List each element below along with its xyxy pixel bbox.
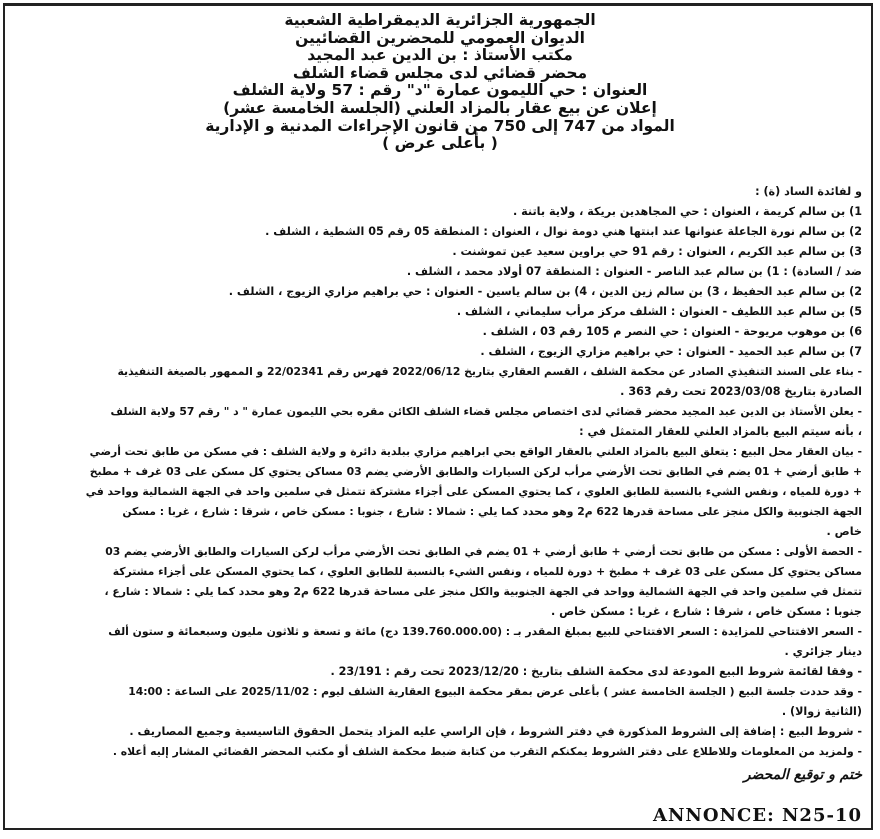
hearing-date-line: - وقد حددت جلسة البيع ( الجلسة الخامسة عشر ) بأعلى عرض بمقر محكمة البيوع العقارية الشلف ليوم : 2025/11/02 على الساعة : 14:00 xyxy=(128,685,862,698)
defendants-2-4: 2) بن سالم عبد الحفيظ ، 3) بن سالم زين الدين ، 4) بن سالم ياسين - العنوان : حي براهيم مزاري الزيوج ، الشلف . xyxy=(228,285,862,298)
property-description-line: - بيان العقار محل البيع : يتعلق البيع بالمزاد العلني بالعقار الواقع بحي ابراهيم مزاري ببلدية دائرة و ولاية الشلف : في مسكن من طابق تحت أرضي xyxy=(89,445,862,458)
property-description-line: الجهة الجنوبية والكل منجز على مساحة قدرها 622 م2 وهو محدد كما يلي : شمالا : شارع ، جنوبا : مسكن خاص ، شرقا : شارع ، غربا : مسكن xyxy=(122,505,862,518)
header-address: العنوان : حي الليمون عمارة "د" رقم : 57 ولاية الشلف xyxy=(232,81,648,100)
header-bailiff-name: مكتب الأستاذ : بن الدين عبد المجيد xyxy=(307,46,573,65)
property-description-line: + طابق أرضي + 01 يضم في الطابق تحت الأرضي مرأب لركن السيارات والطابق الأرضي يضم 03 مساكن يحتوي كل مسكن على 03 غرف + مطبخ xyxy=(89,465,862,478)
defendant-5: 5) بن سالم عبد اللطيف - العنوان : الشلف مركز مرأب سليماني ، الشلف . xyxy=(456,305,862,318)
notice-body xyxy=(6,182,864,762)
signature-caption: ختم و توقيع المحضر xyxy=(743,767,862,783)
more-info-line: - ولمزيد من المعلومات وللاطلاع على دفتر الشروط يمكنكم التقرب من كتابة ضبط محكمة الشلف أو مكتب المحضر القضائي المشار إليه أعلاه . xyxy=(112,745,862,758)
defendant-1: ضد / السادة) : 1) بن سالم عبد الناصر - العنوان : المنطقة 07 أولاد محمد ، الشلف . xyxy=(406,265,862,278)
notice-header xyxy=(0,12,880,153)
first-lot-line: تتمثل في سلمين واحد في الجهة الشمالية وواحد في الجهة الجنوبية والكل منجز على مساحة قدرها 622 م2 وهو محدد كما يلي : شمالا : شارع ، xyxy=(104,585,862,598)
first-lot-line: مساكن يحتوي كل مسكن على 03 غرف + مطبخ + دورة للمياه ، ونفس الشيء بالنسبة للطابق العلوي ، كما يحتوي المسكن على أجزاء مشتركة xyxy=(112,565,862,578)
enforcement-date-line: الصادرة بتاريخ 2023/03/08 تحت رقم 363 . xyxy=(620,385,862,398)
header-articles: المواد من 747 إلى 750 من قانون الإجراءات المدنية و الإدارية xyxy=(205,116,675,135)
header-court: محضر قضائي لدى مجلس قضاء الشلف xyxy=(292,63,588,82)
hearing-time-line: (الثانية زوالا) . xyxy=(781,705,862,718)
first-lot-line: - الحصة الأولى : مسكن من طابق تحت أرضي + طابق أرضي + 01 يضم في الطابق تحت الأرضي مرأب لركن السيارات والطابق الأرضي يضم 03 xyxy=(105,545,862,558)
first-lot-line: جنوبا : مسكن خاص ، شرقا : شارع ، غربا : مسكن خاص . xyxy=(550,605,862,618)
defendant-6: 6) بن موهوب مريوحة - العنوان : حي النصر م 105 رقم 03 ، الشلف . xyxy=(482,325,862,338)
sale-conditions-line: - شروط البيع : إضافة إلى الشروط المذكورة في دفتر الشروط ، فإن الراسي عليه المزاد يتحمل الحقوق التاسيسية وجميع المصاريف . xyxy=(129,725,862,738)
conditions-list-line: - وفقا لقائمة شروط البيع المودعة لدى محكمة الشلف بتاريخ : 2023/12/20 تحت رقم : 23/191 . xyxy=(330,665,862,678)
beneficiary-2: 2) بن سالم نورة الجاعلة عنوانها عند ابنتها هني دومة نوال ، العنوان : المنطقة 05 رقم 05 الشطية ، الشلف . xyxy=(265,225,862,238)
enforcement-title-line: - بناء على السند التنفيذي الصادر عن محكمة الشلف ، القسم العقاري بتاريخ 2022/06/12 فهرس رقم 22/02341 و الممهور بالصيغة التنفيذية xyxy=(117,365,862,378)
opening-price-line: - السعر الافتتاحي للمزايدة : السعر الافتتاحي للبيع بمبلغ المقدر بـ : (139.760.000.00 دج) مائة و تسعة و ثلاثون مليون وسبعمائة و ستون ألف xyxy=(108,625,862,638)
announcement-line-cont: ، بأنه سيتم البيع بالمزاد العلني للعقار المتمثل في : xyxy=(579,425,862,438)
announcement-line: - يعلن الأستاذ بن الدين عبد المجيد محضر قضائي لدى اختصاص مجلس قضاء الشلف الكائن مقره بحي الليمون عمارة " د " رقم 57 ولاية الشلف xyxy=(110,405,862,418)
opening-price-line-cont: دينار جزائري . xyxy=(784,645,862,658)
header-republic: الجمهورية الجزائرية الديمقراطية الشعبية xyxy=(284,11,596,29)
property-description-line: + دورة للمياه ، ونفس الشيء بالنسبة للطابق العلوي ، كما يحتوي المسكن على أجزاء مشتركة تتمثل في سلمين واحد في الجهة الشمالية وواحد في xyxy=(85,485,862,498)
beneficiaries-intro: و لفائدة الساد (ة) : xyxy=(755,185,862,198)
property-description-line: خاص . xyxy=(826,525,862,538)
header-announcement-title: إعلان عن بيع عقار بالمزاد العلني (الجلسة الخامسة عشر) xyxy=(223,98,657,117)
beneficiary-1: 1) بن سالم كريمة ، العنوان : حي المجاهدين بريكة ، ولاية باتنة . xyxy=(512,205,862,218)
header-highest-bid: ( بأعلى عرض ) xyxy=(382,134,498,153)
defendant-7: 7) بن سالم عبد الحميد - العنوان : حي براهيم مزاري الزيوج ، الشلف . xyxy=(480,345,862,358)
beneficiary-3: 3) بن سالم عبد الكريم ، العنوان : رقم 91 حي براوين سعيد عين تموشنت . xyxy=(452,245,862,258)
header-office: الديوان العمومي للمحضرين القضائيين xyxy=(295,28,585,47)
annonce-number: ANNONCE: N25-10 xyxy=(653,805,862,826)
